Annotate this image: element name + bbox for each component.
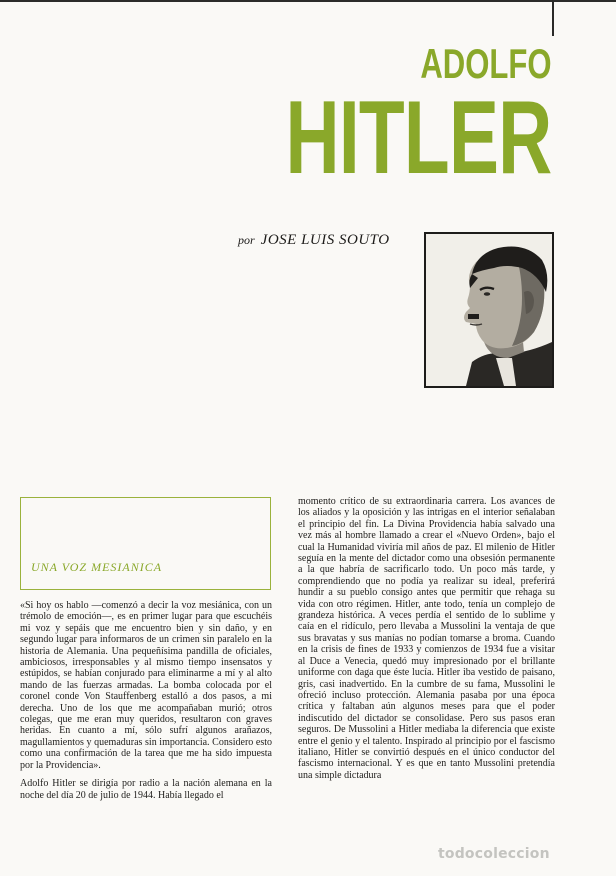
right-column	[298, 496, 555, 781]
watermark-text: todocoleccion	[438, 846, 550, 862]
byline-author: JOSE LUIS SOUTO	[260, 232, 390, 248]
paragraph-continuation: momento crítico de su extraordinaria carrera. Los avances de los aliados y la oposición y las intrigas en el interior señalaban el principio del fin. La Divina Providencia había salvado una vez más al hombre llamado a crear el «Nuevo Orden», bajo el cual la Humanidad viviría mil años de paz. El milenio de Hitler seguía en la mente del dictador como una obsesión permanente a la que habría de sacrificarlo todo. Un poco más tarde, y comprendiendo que no podía ya realizar su ideal, preferirá hundir a su pueblo consigo antes que permitir que rehaga su vida con otro régimen. Hitler, ante todo, tenía un complejo de grandeza histórica. A veces perdía el sentido de lo sublime y caía en el ridículo, pero llevaba a Mussolini la ventaja de que sus bravatas y sus manías no podían tomarse a broma. Cuando en la crisis de fines de 1933 y comienzos de 1934 fue a visitar al Duce a Venecia, quedó muy impresionado por el brillante uniforme con daga que éste lucía. Hitler iba vestido de paisano, gris, casi inadvertido. En la cumbre de su fama, Mussolini le ofreció incluso protección. Alemania pasaba por una época crítica y faltaban aún algunos meses para que el poder indiscutido del dictador se consolidase. Pero sus pasos eran seguros. De Mussolini a Hitler mediaba la diferencia que existe entre el genio y el talento. Inspirado al principio por el fascismo italiano, Hitler se convirtió después en el único conductor del fascismo internacional. Y es que en tanto Mussolini pretendía una simple dictadura	[298, 496, 555, 781]
paragraph-quote: «Si hoy os hablo —comenzó a decir la voz mesiánica, con un trémolo de emoción—, es en primer lugar para que escuchéis mi voz y sepáis que me encuentro bien y sin daño, y en segundo lugar para informaros de un crimen sin paralelo en la historia de Alemania. Una pequeñísima pandilla de oficiales, ambiciosos, irresponsables y al mismo tiempo insensatos y estúpidos, se habían conjurado para eliminarme a mí y al alto mando de las fuerzas armadas. La bomba colocada por el coronel conde Von Stauffenberg estalló a dos pasos, a mi derecha. Uno de los que me acompañaban murió; otros colegas, que me eran muy queridos, resultaron con graves heridas. En cuanto a mí, sólo sufrí algunos arañazos, magullamientos y quemaduras sin importancia. Considero esto como una confirmación de la tarea que me ha sido impuesta por la Providencia».	[20, 600, 272, 771]
section-title: UNA VOZ MESIANICA	[31, 560, 163, 574]
byline	[238, 232, 390, 249]
byline-prefix: por	[238, 233, 255, 247]
paragraph-intro: Adolfo Hitler se dirigía por radio a la nación alemana en la noche del día 20 de julio de 1944. Había llegado el	[20, 778, 272, 801]
left-column	[20, 600, 272, 808]
section-box	[20, 497, 271, 590]
title-first-name: ADOLFO	[420, 40, 552, 87]
article-title	[182, 40, 552, 196]
portrait-photo-icon	[426, 234, 552, 386]
title-last-name: HITLER	[285, 80, 552, 196]
top-rule	[552, 0, 554, 36]
portrait-photo	[424, 232, 554, 388]
